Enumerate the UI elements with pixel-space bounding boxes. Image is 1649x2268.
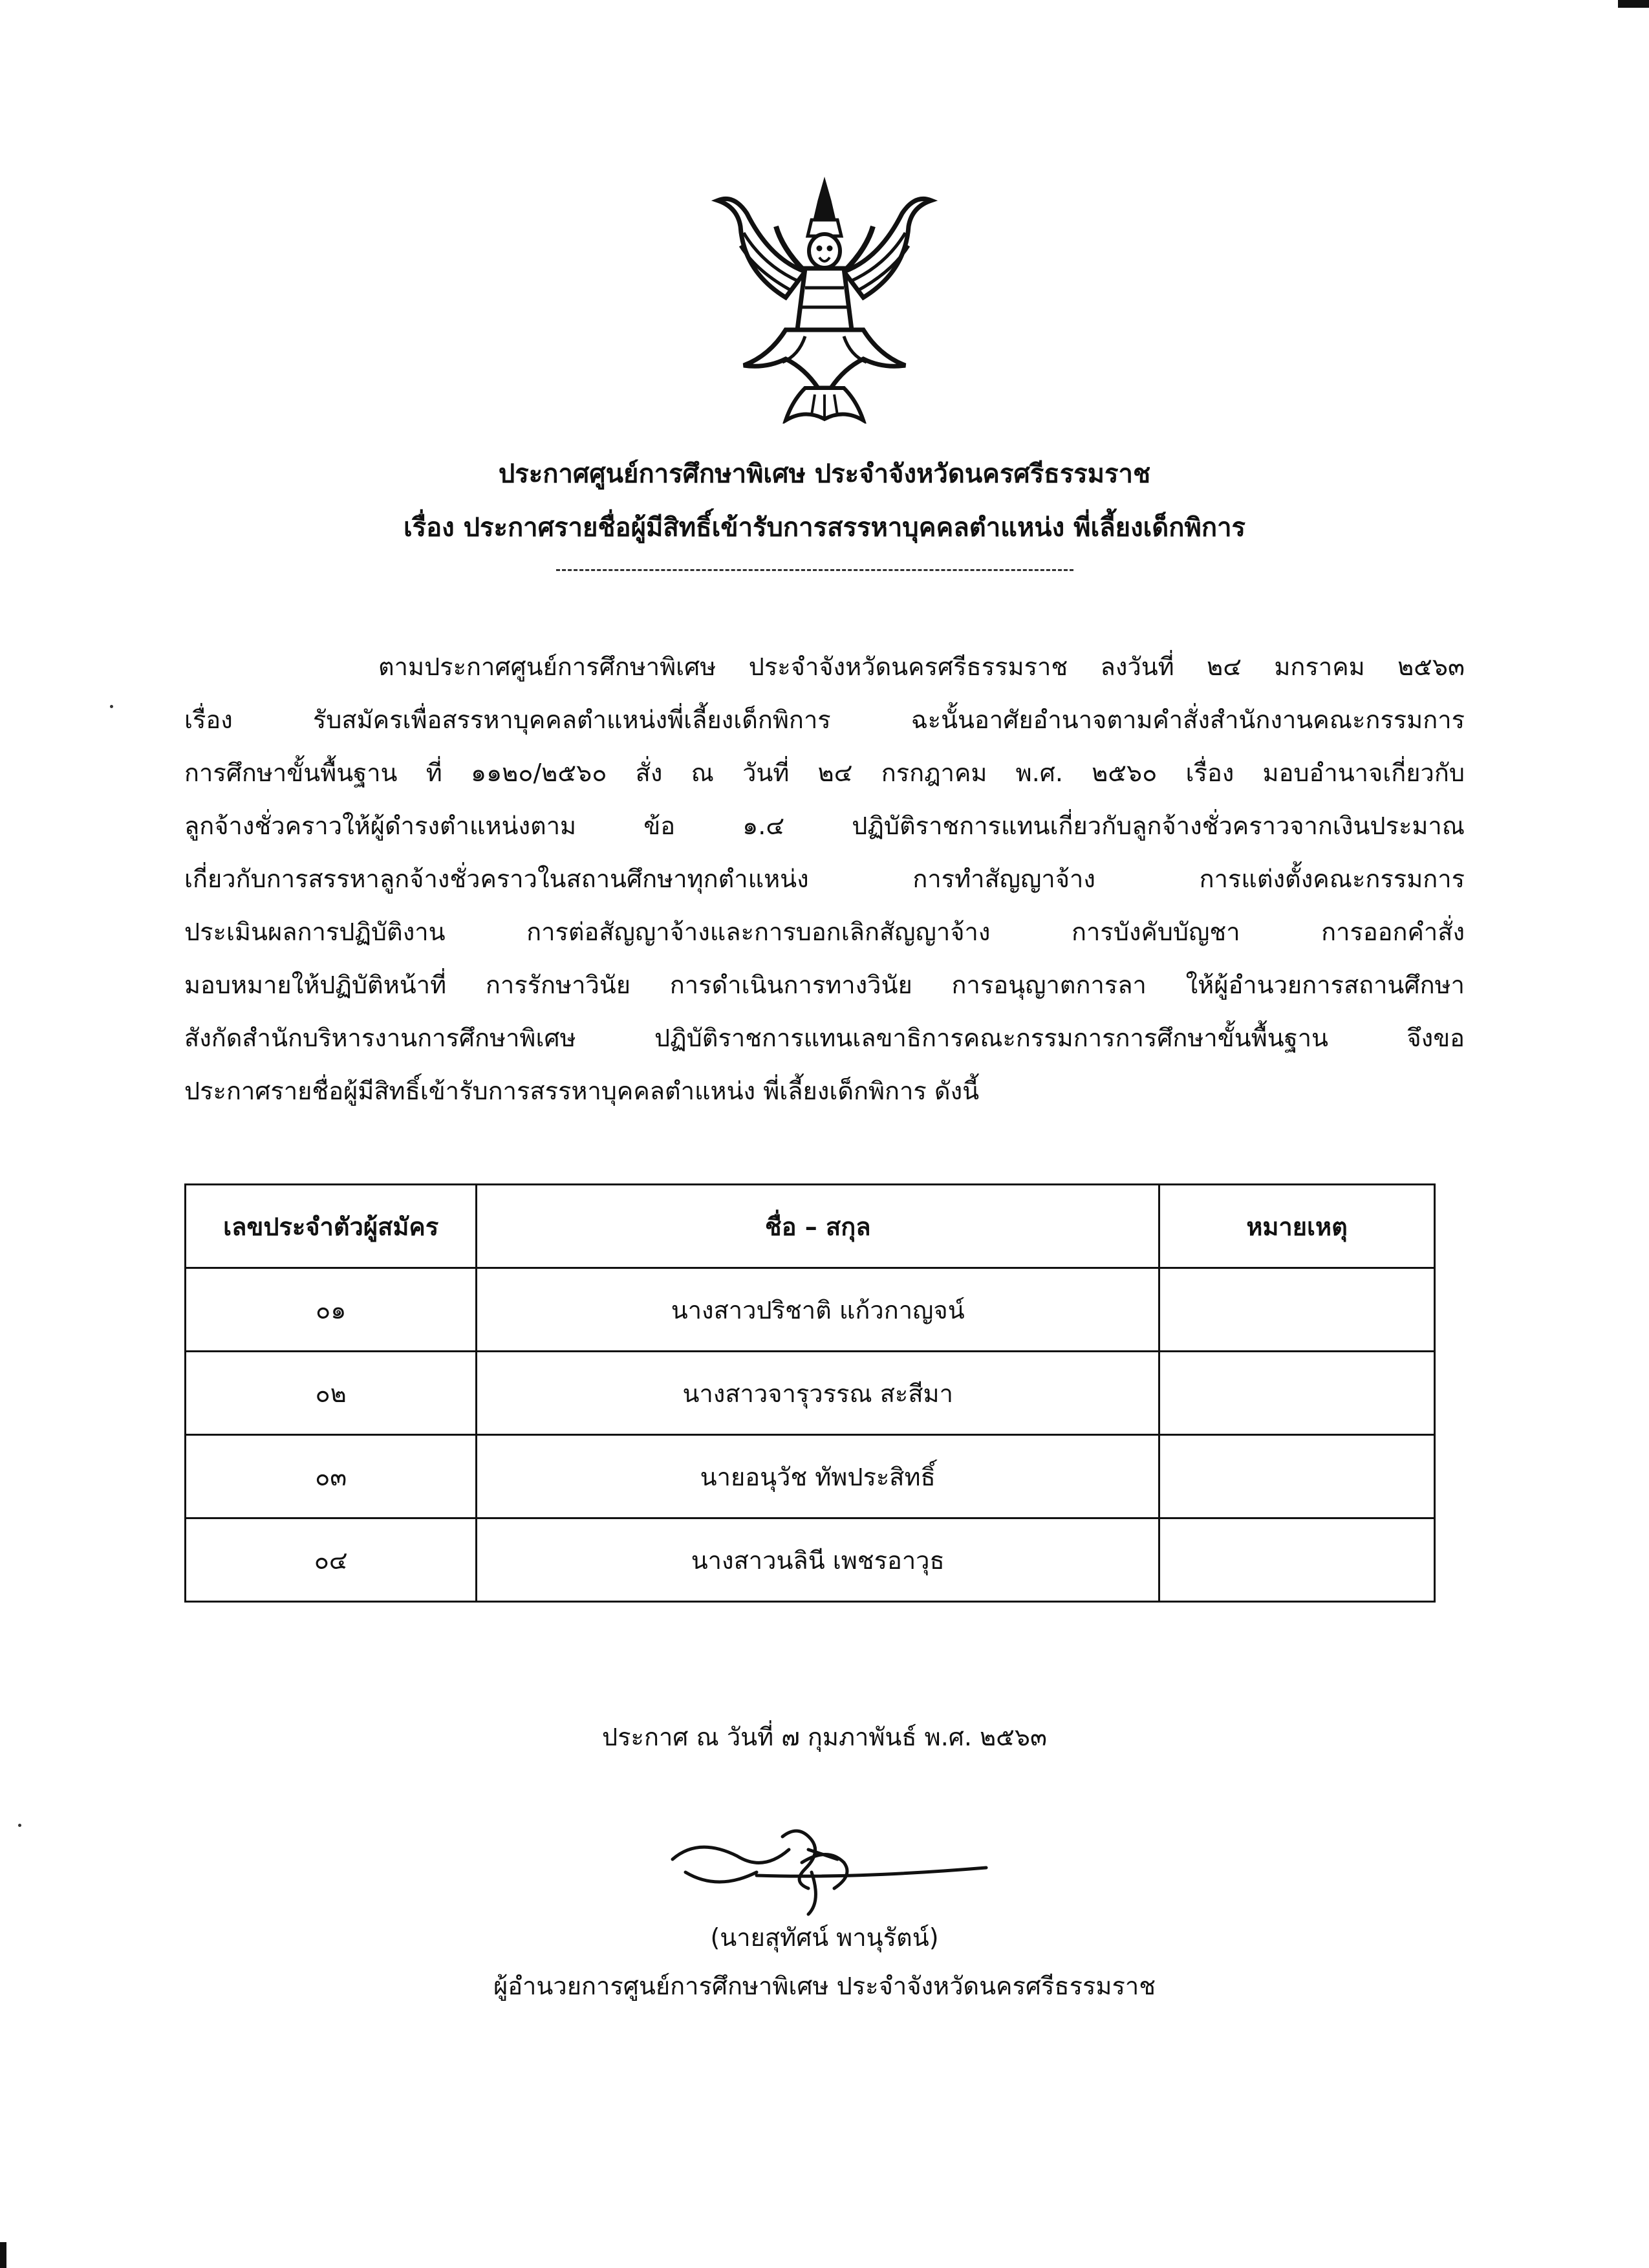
table-row xyxy=(186,1518,1435,1602)
announcement-date: ประกาศ ณ วันที่ ๗ กุมภาพันธ์ พ.ศ. ๒๕๖๓ xyxy=(602,1723,1047,1751)
cell-full-name: นางสาวจารุวรรณ สะสีมา xyxy=(477,1352,1159,1435)
table-row xyxy=(186,1435,1435,1518)
announcement-body xyxy=(184,640,1465,1118)
handwritten-signature xyxy=(660,1811,996,1921)
document-subject: เรื่อง ประกาศรายชื่อผู้มีสิทธิ์เข้ารับการสรรหาบุคคลตำแหน่ง พี่เลี้ยงเด็กพิการ xyxy=(403,513,1246,543)
cell-applicant-id: ๐๑ xyxy=(186,1268,477,1352)
body-line: ตามประกาศศูนย์การศึกษาพิเศษ ประจำจังหวัดนครศรีธรรมราช ลงวันที่ ๒๔ มกราคม ๒๕๖๓ xyxy=(378,653,1465,681)
body-line: สังกัดสำนักบริหารงานการศึกษาพิเศษ ปฏิบัติราชการแทนเลขาธิการคณะกรรมการการศึกษาขั้นพื้นฐาน จึงขอ xyxy=(184,1024,1465,1052)
scan-edge-mark xyxy=(1618,0,1649,8)
body-line: การศึกษาขั้นพื้นฐาน ที่ ๑๑๒๐/๒๕๖๐ สั่ง ณ วันที่ ๒๔ กรกฎาคม พ.ศ. ๒๕๖๐ เรื่อง มอบอำนาจเกี่ยวกับ xyxy=(184,759,1465,787)
cell-full-name: นางสาวนลินี เพชรอาวุธ xyxy=(477,1518,1159,1602)
cell-applicant-id: ๐๓ xyxy=(186,1435,477,1518)
signer-position: ผู้อำนวยการศูนย์การศึกษาพิเศษ ประจำจังหวัดนครศรีธรรมราช xyxy=(493,1972,1156,2000)
cell-remark xyxy=(1159,1352,1435,1435)
document-title: ประกาศศูนย์การศึกษาพิเศษ ประจำจังหวัดนครศรีธรรมราช xyxy=(498,459,1151,489)
cell-remark xyxy=(1159,1268,1435,1352)
table-row xyxy=(186,1352,1435,1435)
scan-speck xyxy=(110,705,113,708)
table-row xyxy=(186,1268,1435,1352)
title-divider xyxy=(556,569,1073,571)
scan-speck xyxy=(18,1824,21,1827)
cell-applicant-id: ๐๒ xyxy=(186,1352,477,1435)
cell-remark xyxy=(1159,1518,1435,1602)
scan-edge-mark-bottom xyxy=(0,2242,6,2268)
header-full-name: ชื่อ – สกุล xyxy=(477,1185,1159,1268)
garuda-emblem-icon xyxy=(708,175,941,424)
body-line: เกี่ยวกับการสรรหาลูกจ้างชั่วคราวในสถานศึกษาทุกตำแหน่ง การทำสัญญาจ้าง การแต่งตั้งคณะกรรมการ xyxy=(184,865,1465,893)
body-line: เรื่อง รับสมัครเพื่อสรรหาบุคคลตำแหน่งพี่เลี้ยงเด็กพิการ ฉะนั้นอาศัยอำนาจตามคำสั่งสำนักงานคณะกรรมการ xyxy=(184,706,1465,734)
candidate-table xyxy=(184,1183,1436,1603)
cell-full-name: นายอนุวัช ทัพประสิทธิ์ xyxy=(477,1435,1159,1518)
body-line: ประกาศรายชื่อผู้มีสิทธิ์เข้ารับการสรรหาบุคคลตำแหน่ง พี่เลี้ยงเด็กพิการ ดังนี้ xyxy=(184,1077,980,1105)
body-line: ลูกจ้างชั่วคราวให้ผู้ดำรงตำแหน่งตาม ข้อ ๑.๔ ปฏิบัติราชการแทนเกี่ยวกับลูกจ้างชั่วคราวจากเงินประมาณ xyxy=(184,812,1465,840)
header-applicant-id: เลขประจำตัวผู้สมัคร xyxy=(186,1185,477,1268)
cell-applicant-id: ๐๔ xyxy=(186,1518,477,1602)
cell-remark xyxy=(1159,1435,1435,1518)
body-line: มอบหมายให้ปฏิบัติหน้าที่ การรักษาวินัย การดำเนินการทางวินัย การอนุญาตการลา ให้ผู้อำนวยการสถานศึกษา xyxy=(184,971,1465,999)
cell-full-name: นางสาวปริชาติ แก้วกาญจน์ xyxy=(477,1268,1159,1352)
signer-name: (นายสุทัศน์ พานุรัตน์) xyxy=(710,1923,939,1952)
body-line: ประเมินผลการปฏิบัติงาน การต่อสัญญาจ้างและการบอกเลิกสัญญาจ้าง การบังคับบัญชา การออกคำสั่ง xyxy=(184,918,1465,946)
table-header-row xyxy=(186,1185,1435,1268)
header-remark: หมายเหตุ xyxy=(1159,1185,1435,1268)
